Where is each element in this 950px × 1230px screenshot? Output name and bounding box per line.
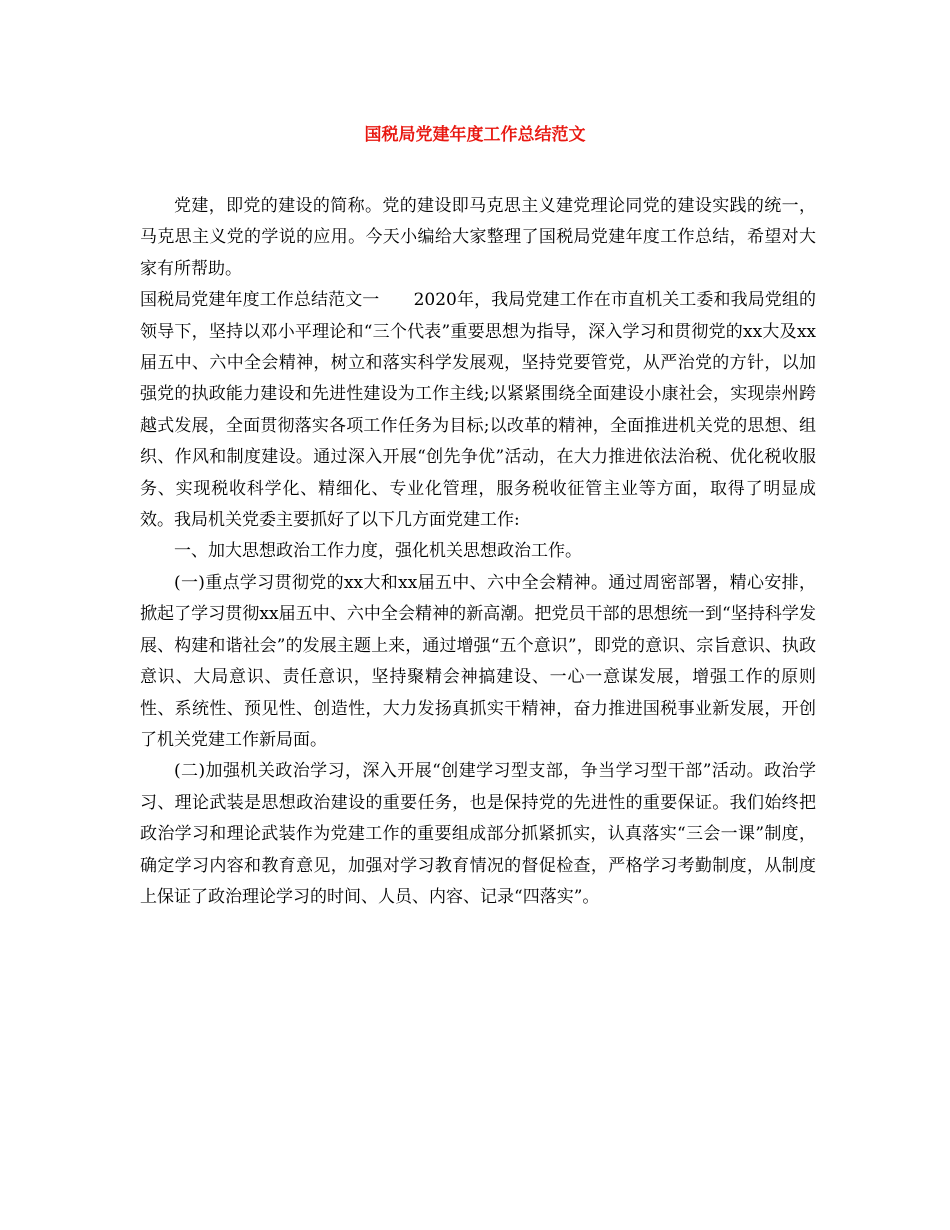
document-body (140, 191, 816, 913)
paragraph-section-heading: 一、加大思想政治工作力度，强化机关思想政治工作。 (174, 541, 582, 562)
paragraph-item-two: (二)加强机关政治学习，深入开展“创建学习型支部，争当学习型干部”活动。政治学习、理论武装是思想政治建设的重要任务，也是保持党的先进性的重要保证。我们始终把政治学习和理论武装作为党建工作的重要组成部分抓紧抓实，认真落实“三会一课”制度，确定学习内容和教育意见，加强对学习教育情况的督促检查，严格学习考勤制度，从制度上保证了政治理论学习的时间、人员、内容、记录“四落实”。 (140, 761, 816, 907)
paragraph-intro: 党建，即党的建设的简称。党的建设即马克思主义建党理论同党的建设实践的统一，马克思主义党的学说的应用。今天小编给大家整理了国税局党建年度工作总结，希望对大家有所帮助。 (140, 196, 816, 279)
paragraph-item-one: (一)重点学习贯彻党的xx大和xx届五中、六中全会精神。通过周密部署，精心安排，掀起了学习贯彻xx届五中、六中全会精神的新高潮。把党员干部的思想统一到“坚持科学发展、构建和谐社会”的发展主题上来，通过增强“五个意识”，即党的意识、宗旨意识、执政意识、大局意识、责任意识，坚持聚精会神搞建设、一心一意谋发展，增强工作的原则性、系统性、预见性、创造性，大力发扬真抓实干精神，奋力推进国税事业新发展，开创了机关党建工作新局面。 (140, 572, 816, 750)
document-title: 国税局党建年度工作总结范文 (364, 125, 586, 145)
paragraph-summary-one: 国税局党建年度工作总结范文一 2020年，我局党建工作在市直机关工委和我局党组的领导下，坚持以邓小平理论和“三个代表”重要思想为指导，深入学习和贯彻党的xx大及xx届五中、六中全会精神，树立和落实科学发展观，坚持党要管党，从严治党的方针，以加强党的执政能力建设和先进性建设为工作主线;以紧紧围绕全面建设小康社会，实现崇州跨越式发展，全面贯彻落实各项工作任务为目标;以改革的精神，全面推进机关党的思想、组织、作风和制度建设。通过深入开展“创先争优”活动，在大力推进依法治税、优化税收服务、实现税收科学化、精细化、专业化管理，服务税收征管主业等方面，取得了明显成效。我局机关党委主要抓好了以下几方面党建工作: (140, 290, 816, 531)
